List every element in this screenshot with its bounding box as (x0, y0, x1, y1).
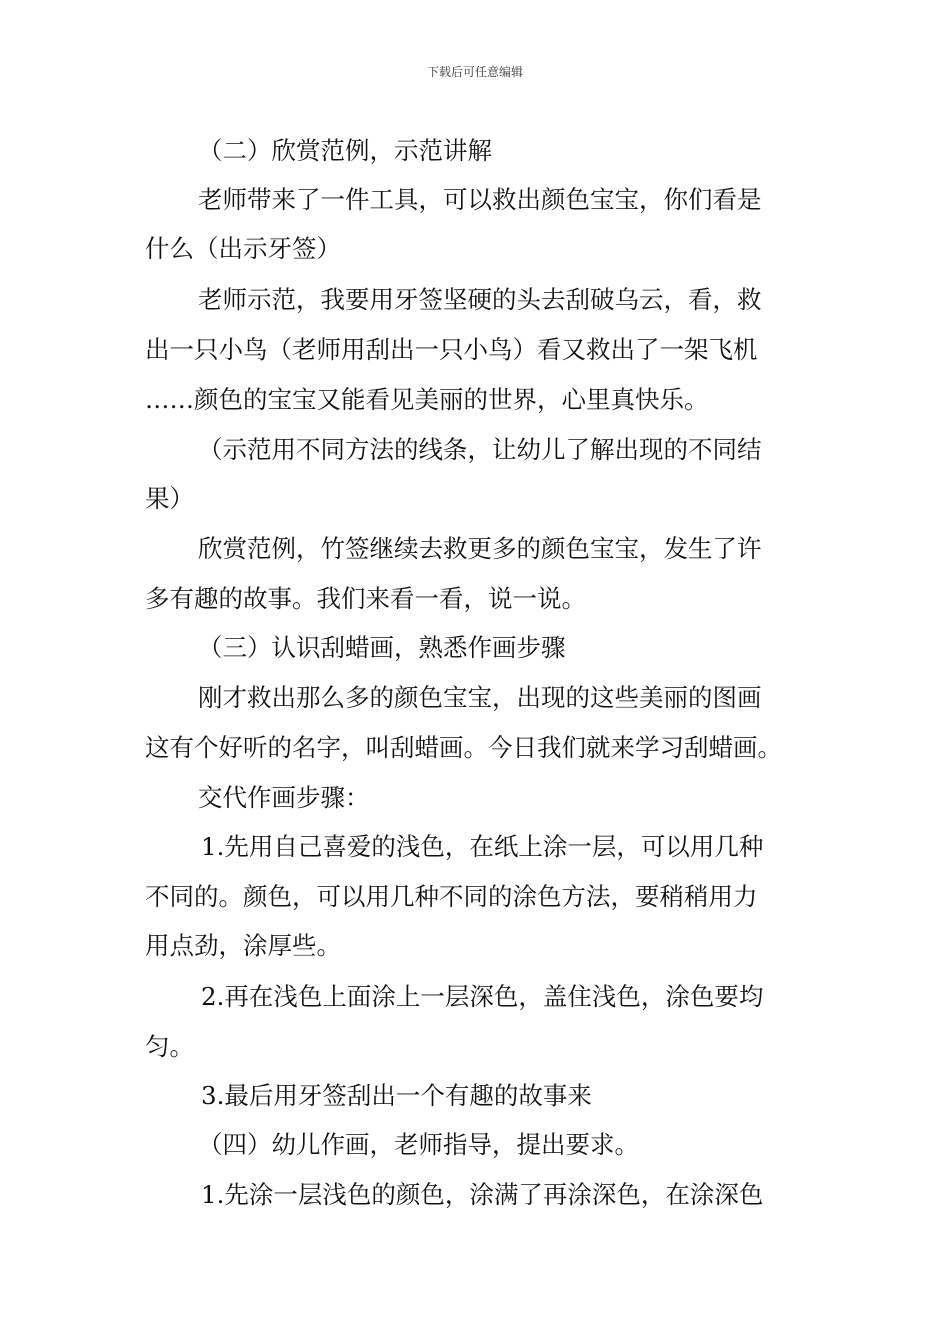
paragraph-line: 交代作画步骤： (198, 783, 370, 812)
paragraph-line: 什么（出示牙签） (145, 234, 341, 263)
section-heading: （二）欣赏范例，示范讲解 (198, 136, 492, 165)
paragraph-line: 刚才救出那么多的颜色宝宝，出现的这些美丽的图画 (198, 683, 762, 712)
step-line: 用点劲，涂厚些。 (145, 931, 341, 960)
step-line: 匀。 (145, 1032, 194, 1061)
paragraph-line: 这有个好听的名字，叫刮蜡画。今日我们就来学习刮蜡画。 (145, 733, 782, 762)
paragraph-line: 出一只小鸟（老师用刮出一只小鸟）看又救出了一架飞机 (145, 335, 758, 364)
step-line: 3.最后用牙签刮出一个有趣的故事来 (201, 1081, 592, 1110)
section-heading: （四）幼儿作画，老师指导，提出要求。 (198, 1130, 639, 1159)
step-line: 1.先涂一层浅色的颜色，涂满了再涂深色，在涂深色 (201, 1180, 764, 1209)
step-line: 1.先用自己喜爱的浅色，在纸上涂一层，可以用几种 (201, 832, 764, 861)
section-heading: （三）认识刮蜡画，熟悉作画步骤 (198, 633, 566, 662)
paragraph-line: 老师带来了一件工具，可以救出颜色宝宝，你们看是 (198, 185, 762, 214)
paragraph-line: 老师示范，我要用牙签坚硬的头去刮破乌云，看，救 (198, 285, 762, 314)
paragraph-line: 果） (145, 484, 194, 513)
paragraph-line: ……颜色的宝宝又能看见美丽的世界，心里真快乐。 (145, 385, 709, 414)
paragraph-line: （示范用不同方法的线条，让幼儿了解出现的不同结 (198, 435, 762, 464)
paragraph-line: 欣赏范例，竹签继续去救更多的颜色宝宝，发生了许 (198, 534, 762, 563)
paragraph-line: 多有趣的故事。我们来看一看，说一说。 (145, 584, 586, 613)
step-line: 2.再在浅色上面涂上一层深色，盖住浅色，涂色要均 (201, 982, 764, 1011)
step-line: 不同的。颜色，可以用几种不同的涂色方法，要稍稍用力 (145, 882, 758, 911)
page-header: 下载后可任意编辑 (426, 65, 523, 79)
